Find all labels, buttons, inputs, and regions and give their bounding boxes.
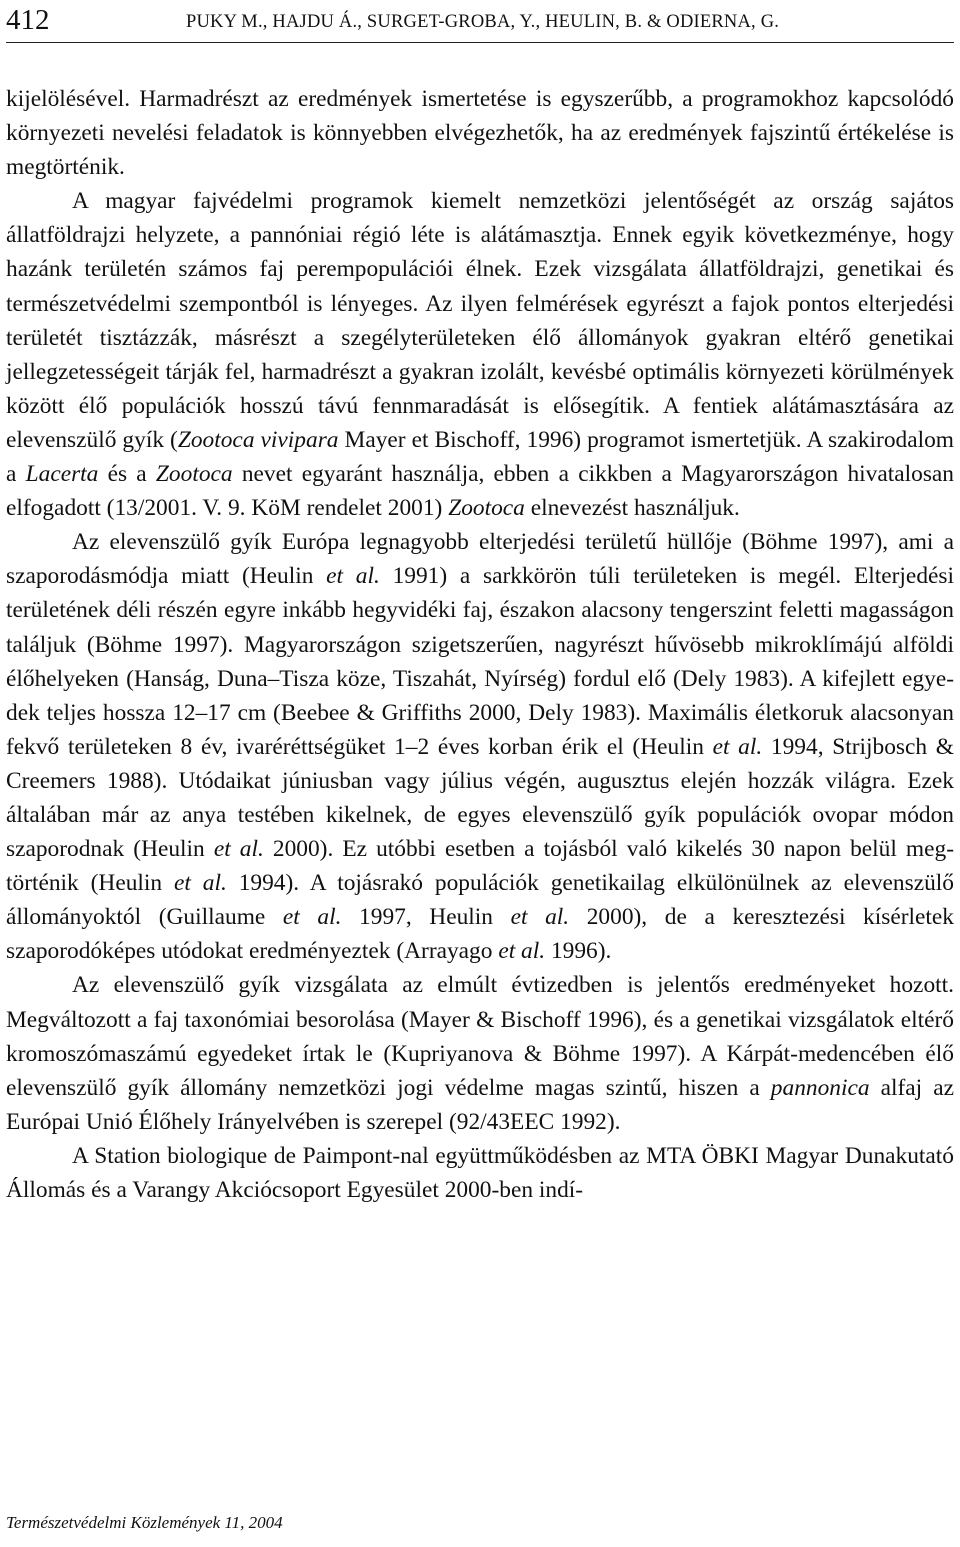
italic-text: et al. (213, 836, 264, 863)
paragraph (6, 184, 954, 525)
italic-text: et al. (326, 563, 380, 590)
paragraph (6, 968, 954, 1138)
text-run: Az elevenszülő gyík Európa legnagyobb elterjedési területű hüllője (Böhme 1997), ami a szaporodásmódja miatt (Heulin (6, 529, 954, 590)
text-run: elnevezést használjuk. (524, 495, 740, 522)
italic-text: Zootoca (155, 461, 233, 488)
text-run: és a (98, 461, 156, 488)
italic-text: et al. (282, 904, 342, 931)
paragraph (6, 1139, 954, 1207)
text-run: 1991) a sarkkörön túli területeken is megél. Elterjedési területének déli részén egyre inkább hegyvidéki faj, északon alacsony tengerszint feletti magasságon találjuk (Böhme 1997). Magyarországon szigetszerűen, nagyrészt hűvösebb mikroklímájú alföldi élőhelyeken (Hanság, Duna–Tisza köze, Tiszahát, Nyírség) fordul elő (Dely 1983). A kifejlett egyedek teljes hossza 12–17 cm (Beebee & Griffiths 2000, Dely 1983). Maximális életkoruk alacsonyan fekvő területeken 8 év, ivaréréttségüket 1–2 éves korban érik el (Heulin (6, 563, 954, 760)
text-run: 2000). Ez utóbbi esetben a tojásból való kikelés 30 napon belül megtörténik (Heulin (6, 836, 955, 897)
italic-text: et al. (712, 733, 763, 760)
italic-text: Zootoca (448, 495, 525, 522)
running-head (6, 2, 954, 43)
italic-text: et al. (510, 904, 570, 931)
text-run: alfaj az Európai Unió Élőhely Irányelvében is szerepel (92/43EEC 1992). (6, 1074, 955, 1135)
text-run: 1994). A tojásrakó populációk genetikailag elkülönülnek az elevenszülő állományoktól (Guillaume (6, 870, 954, 931)
italic-text: et al. (498, 938, 546, 965)
text-run: 2000), de a keresztezési kísérletek szaporodóképes utódokat eredményeztek (Arrayago (6, 904, 954, 965)
text-run: nevet egyaránt használja, ebben a cikkben a Magyarországon hivatalosan elfogadott (13/2001. V. 9. KöM rendelet 2001) (6, 461, 954, 522)
body-text (6, 82, 954, 1207)
text-run: 1996). (545, 938, 612, 965)
journal-footer: Természetvédelmi Közlemények 11, 2004 (6, 1513, 283, 1532)
text-run: A magyar fajvédelmi programok kiemelt nemzetközi jelentőségét az ország sajátos állatföldrajzi helyzete, a pannóniai régió léte is alátámasztja. Ennek egyik következménye, hogy hazánk területén számos faj perempopulációi élnek. Ezek vizsgálata állatföldrajzi, genetikai és természetvédelmi szempontból is lényeges. Az ilyen felmérések egyrészt a fajok pontos elterjedési területét tisztázzák, másrészt a szegélyterületeken élő állományok gyakran eltérő genetikai jellegzetességeit tárják fel, harmadrészt a gyakran izolált, kevésbé optimális környezeti körülmények között élő populációk hosszú távú fennmaradását is elősegítik. A fentiek alátámasztására az elevenszülő gyík ( (6, 188, 954, 453)
text-run: Mayer et Bischoff, 1996) programot ismertetjük. A szakirodalom a (6, 426, 955, 488)
italic-text: Lacerta (25, 461, 99, 488)
paragraph (6, 525, 954, 968)
italic-text: Zootoca vivipara (177, 426, 339, 453)
running-head-authors: PUKY M., HAJDU Á., SURGET-GROBA, Y., HEULIN, B. & ODIERNA, G. (186, 12, 780, 32)
italic-text: pannonica (770, 1074, 870, 1101)
text-run: 1997, Heulin (341, 904, 511, 931)
text-run: Az elevenszülő gyík vizsgálata az elmúlt évtizedben is jelentős eredményeket hozott. Megváltozott a faj taxonómiai besorolása (Mayer & Bischoff 1996), és a genetikai vizsgálatok eltérő kromoszómaszámú egyedeket írtak le (Kupriyanova & Böhme 1997). A Kárpát-medencében élő elevenszülő gyík állomány nemzetközi jogi védelme magas szintű, hiszen a (6, 972, 954, 1101)
text-run: kijelölésével. Harmadrészt az eredmények ismertetése is egyszerűbb, a programokhoz kapcsolódó környezeti nevelési feladatok is könnyebben elvégezhetők, ha az eredmények fajszintű értékelése is megtörténik. (6, 86, 954, 181)
page-number: 412 (6, 4, 50, 36)
text-run: A Station biologique de Paimpont-nal együttműködésben az MTA ÖBKI Magyar Dunakutató Állomás és a Varangy Akciócsoport Egyesület 2000-ben indí- (6, 1142, 954, 1203)
italic-text: et al. (174, 870, 227, 897)
paragraph (6, 82, 954, 184)
text-run: 1994, Strijbosch & Creemers 1988). Utódaikat júniusban vagy július végén, augusztus elején hozzák világra. Ezek általában már az anya testében kikelnek, de egyes elevenszülő gyík populációk ovopar módon szaporodnak (Heulin (6, 733, 954, 863)
